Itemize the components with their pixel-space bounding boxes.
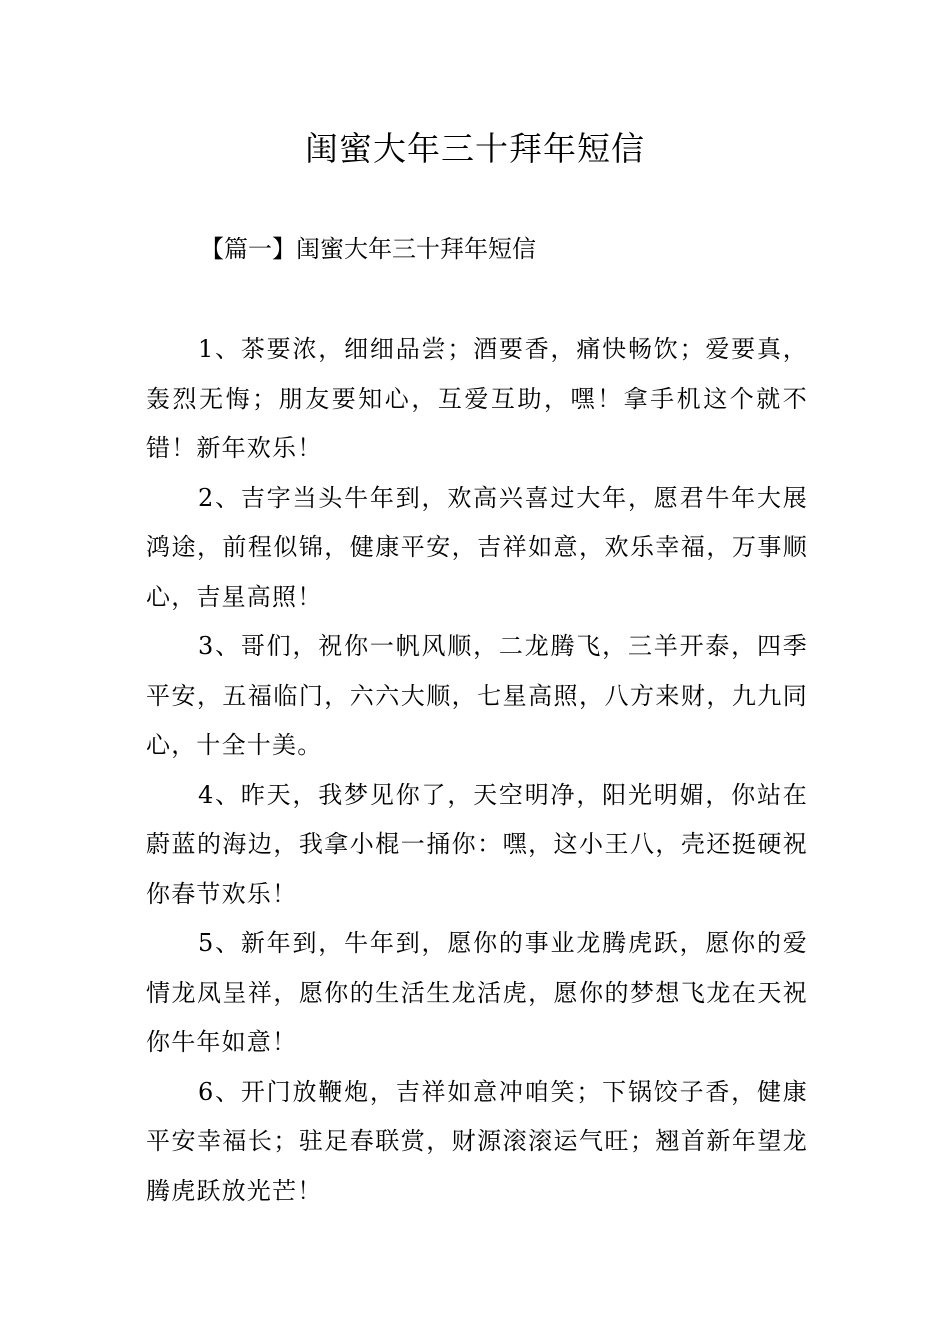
message-item-6: 6、开门放鞭炮，吉祥如意冲咱笑；下锅饺子香，健康平安幸福长；驻足春联赏，财源滚滚运气旺；翘首新年望龙腾虎跃放光芒！ [146, 1077, 808, 1205]
message-item-2: 2、吉字当头牛年到，欢高兴喜过大年，愿君牛年大展鸿途，前程似锦，健康平安，吉祥如意，欢乐幸福，万事顺心，吉星高照！ [146, 483, 808, 611]
document-title: 闺蜜大年三十拜年短信 [305, 129, 645, 168]
message-item-5: 5、新年到，牛年到，愿你的事业龙腾虎跃，愿你的爱情龙凤呈祥，愿你的生活生龙活虎，愿你的梦想飞龙在天祝你牛年如意！ [146, 929, 808, 1056]
message-item-1: 1、茶要浓，细细品尝；酒要香，痛快畅饮；爱要真，轰烈无悔；朋友要知心，互爱互助，嘿！拿手机这个就不错！新年欢乐！ [146, 335, 808, 462]
message-item-4: 4、昨天，我梦见你了，天空明净，阳光明媚，你站在蔚蓝的海边，我拿小棍一捅你：嘿，这小王八，壳还挺硬祝你春节欢乐！ [146, 780, 808, 908]
message-item-3: 3、哥们，祝你一帆风顺，二龙腾飞，三羊开泰，四季平安，五福临门，六六大顺，七星高照，八方来财，九九同心，十全十美。 [146, 632, 808, 759]
message-list [146, 325, 808, 1216]
section-heading: 【篇一】闺蜜大年三十拜年短信 [200, 235, 536, 263]
